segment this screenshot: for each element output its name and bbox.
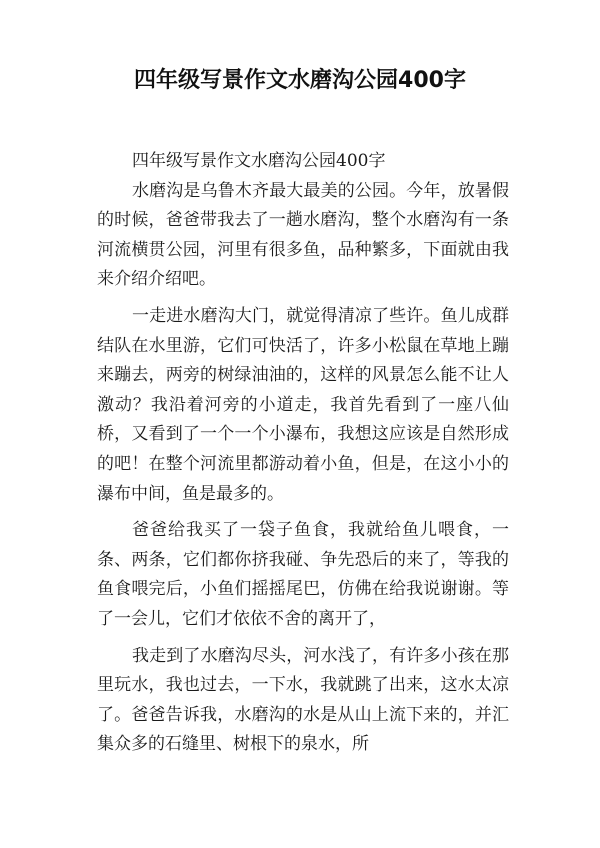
document-subtitle: 四年级写景作文水磨沟公园400字 [132,151,386,171]
paragraph-1: 水磨沟是乌鲁木齐最大最美的公园。今年，放暑假的时候，爸爸带我去了一趟水磨沟，整个水磨沟有一条河流横贯公园，河里有很多鱼，品种繁多，下面就由我来介绍介绍吧。 [97,180,509,290]
document-body [97,147,509,760]
paragraph-3: 爸爸给我买了一袋子鱼食，我就给鱼儿喂食，一条、两条，它们都你挤我碰、争先恐后的来了，等我的鱼食喂完后，小鱼们摇摇尾巴，仿佛在给我说谢谢。等了一会儿，它们才依依不舍的离开了， [97,520,509,629]
paragraph-4: 我走到了水磨沟尽头，河水浅了，有许多小孩在那里玩水，我也过去，一下水，我就跳了出来，这水太凉了。爸爸告诉我，水磨沟的水是从山上流下来的，并汇集众多的石缝里、树根下的泉水，所 [97,645,509,755]
document-title: 四年级写景作文水磨沟公园400字 [134,68,466,93]
paragraph-2: 一走进水磨沟大门，就觉得清凉了些许。鱼儿成群结队在水里游，它们可快活了，许多小松鼠在草地上蹦来蹦去，两旁的树绿油油的，这样的风景怎么能不让人激动？我沿着河旁的小道走，我首先看到了一座八仙桥，又看到了一个一个小瀑布，我想这应该是自然形成的吧！在整个河流里都游动着小鱼，但是，在这小小的瀑布中间，鱼是最多的。 [97,305,509,504]
